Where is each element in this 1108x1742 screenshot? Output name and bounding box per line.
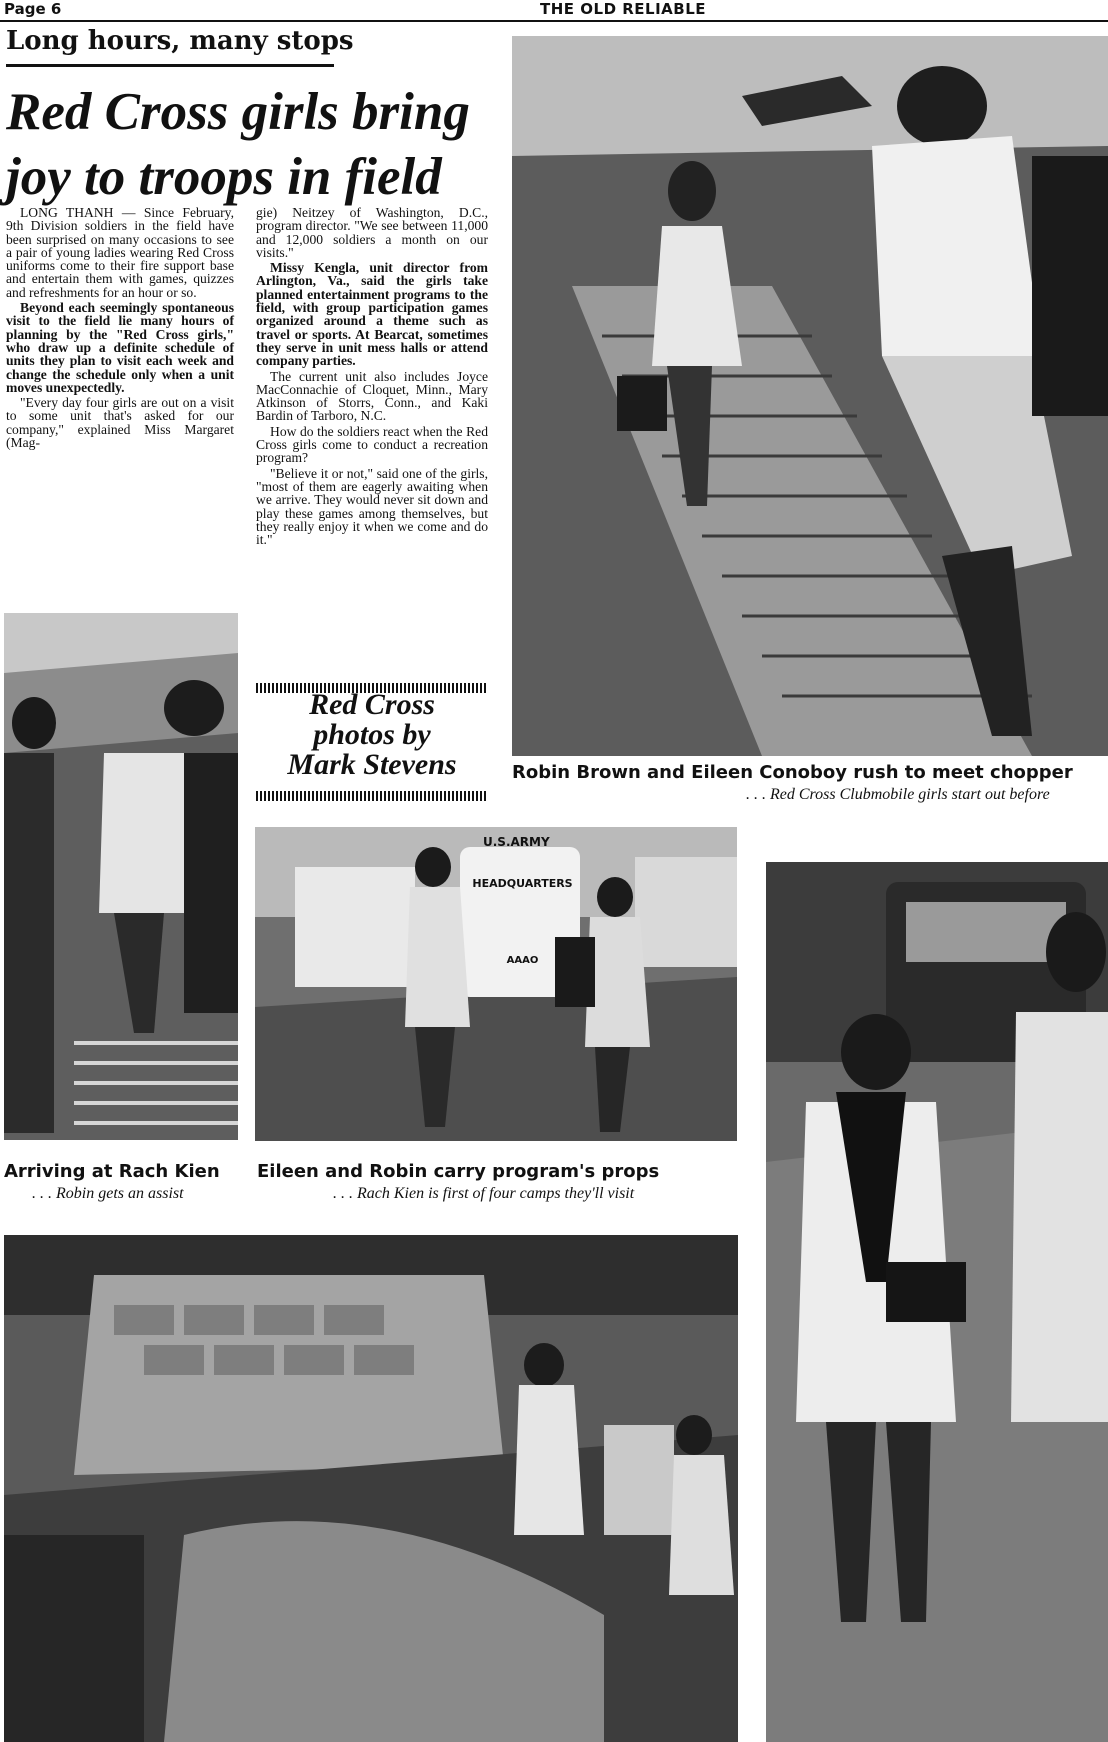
kicker: Long hours, many stops [6, 26, 354, 56]
headline-line-1: Red Cross girls bring [6, 83, 470, 141]
photo-walking-image [766, 862, 1108, 1742]
paragraph: The current unit also includes Joyce MacConnachie of Cloquet, Minn., Mary Atkinson of Storrs, Conn., and Kaki Bardin of Tarboro, N.C. [256, 368, 488, 424]
paragraph: Beyond each seemingly spontaneous visit to the field lie many hours of planning by the "Red Cross girls," who draw up a definite schedule of units they plan to visit each week and change the schedule only when a unit moves unexpectedly. [6, 300, 234, 395]
paragraph: gie) Neitzey of Washington, D.C., program director. "We see between 11,000 and 12,000 soldiers a month on our visits." [256, 205, 488, 260]
photo-props-image [255, 827, 737, 1141]
header-rule [0, 20, 1108, 22]
subcaption-chopper: . . . Red Cross Clubmobile girls start out before [746, 786, 1050, 803]
paragraph: "Believe it or not," said one of the girls, "most of them are eagerly awaiting when we arrive. They would never sit down and play these games among themselves, but they really enjoy it when we come and do it." [256, 465, 488, 548]
sign-sub-text: AAAO [506, 955, 539, 966]
photo-credit [256, 690, 488, 780]
headline-line-2: joy to troops in field [6, 148, 442, 206]
kicker-rule [6, 64, 334, 67]
headline [6, 80, 506, 210]
masthead: THE OLD RELIABLE [540, 0, 707, 18]
photo-walking [766, 862, 1108, 1742]
photo-rach-kien-image [4, 613, 238, 1140]
paragraph: LONG THANH — Since February, 9th Division soldiers in the field have been surprised on many occasions to see a pair of young ladies wearing Red Cross uniforms come to their fire support base and entertain them with games, quizzes and refreshments for an hour or so. [6, 205, 234, 300]
sign-main-text: HEADQUARTERS [472, 877, 573, 890]
credit-rule-bottom [256, 791, 488, 801]
subcaption-rach-kien: . . . Robin gets an assist [32, 1185, 184, 1202]
page-number: Page 6 [4, 0, 62, 18]
paragraph: "Every day four girls are out on a visit to some unit that's asked for our company," explained Miss Margaret (Mag- [6, 395, 234, 451]
subcaption-props: . . . Rach Kien is first of four camps they'll visit [333, 1185, 635, 1202]
sign-top-text: U.S.ARMY [483, 835, 550, 849]
photo-bunkers [4, 1235, 738, 1742]
photo-rach-kien [4, 613, 238, 1140]
credit-line-1: Red Cross [309, 688, 435, 721]
paragraph: Missy Kengla, unit director from Arlington, Va., said the girls take planned entertainment programs to the field, with group participation games organized around a theme such as travel or sports. At Bearcat, sometimes they serve in unit mess halls or attend company parties. [256, 260, 488, 369]
photo-chopper-image [512, 36, 1108, 756]
photo-props [255, 827, 737, 1141]
caption-chopper: Robin Brown and Eileen Conoboy rush to meet chopper [512, 762, 1073, 783]
article-column-2 [256, 206, 488, 548]
paragraph: How do the soldiers react when the Red Cross girls come to conduct a recreation program? [256, 423, 488, 466]
credit-line-3: Mark Stevens [287, 748, 457, 781]
photo-bunkers-image [4, 1235, 738, 1742]
credit-line-2: photos by [313, 718, 431, 751]
caption-rach-kien: Arriving at Rach Kien [4, 1161, 220, 1182]
photo-chopper [512, 36, 1108, 756]
caption-props: Eileen and Robin carry program's props [257, 1161, 660, 1182]
article-column-1 [6, 206, 234, 451]
